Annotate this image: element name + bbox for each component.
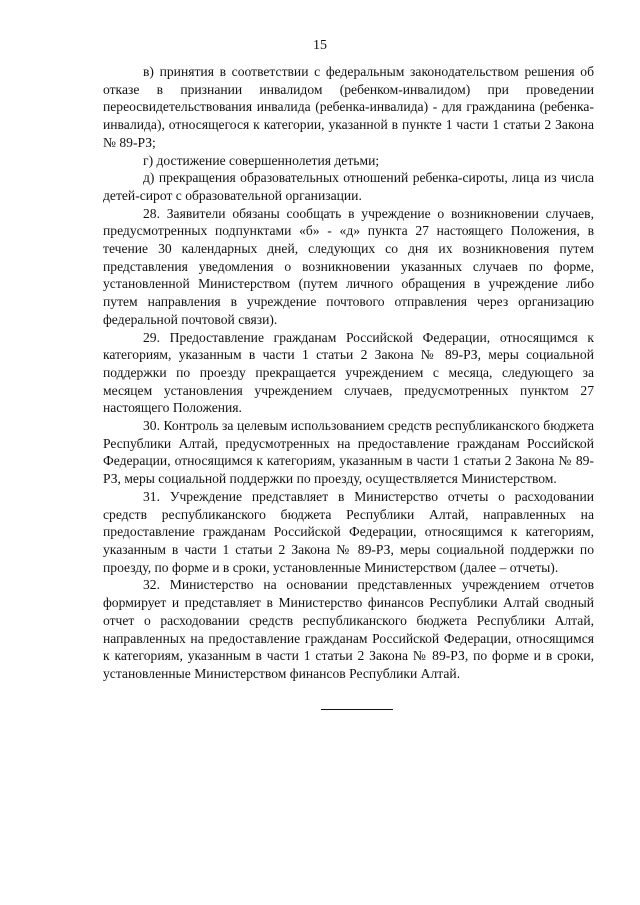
paragraph-subitem-d: д) прекращения образовательных отношений ребенка-сироты, лица из числа детей-сирот с образовательной организации. xyxy=(103,170,594,203)
page-number: 15 xyxy=(313,38,327,53)
paragraph-28: 28. Заявители обязаны сообщать в учреждение о возникновении случаев, предусмотренных подпунктами «б» - «д» пункта 27 настоящего Положения, в течение 30 календарных дней, следующих со дня их возникновения путем представления уведомления о возникновении указанных случаев по форме, установленной Министерством (путем личного обращения в учреждение либо путем направления в учреждение почтового отправления через организацию федеральной почтовой связи). xyxy=(103,205,594,327)
paragraph-32: 32. Министерство на основании представленных учреждением отчетов формирует и представляет в Министерство финансов Республики Алтай сводный отчет о расходовании средств республиканского бюджета Республики Алтай, направленных на предоставление гражданам Российской Федерации, относящимся к категориям, указанным в части 1 статьи 2 Закона № 89-РЗ, по форме и в сроки, установленные Министерством финансов Республики Алтай. xyxy=(103,577,594,681)
paragraph-30: 30. Контроль за целевым использованием средств республиканского бюджета Республики Алтай, предусмотренных на предоставление гражданам Российской Федерации, относящимся к категориям, указанным в части 1 статьи 2 Закона № 89-РЗ, меры социальной поддержки по проезду, осуществляется Министерством. xyxy=(103,418,594,487)
paragraph-subitem-v: в) принятия в соответствии с федеральным законодательством решения об отказе в признании инвалидом (ребенком-инвалидом) при проведении переосвидетельствования инвалида (ребенка-инвалида) - для гражданина (ребенка-инвалида), относящегося к категории, указанной в пункте 1 части 1 статьи 2 Закона № 89-РЗ; xyxy=(103,64,594,150)
document-body xyxy=(103,63,594,710)
end-of-text-rule xyxy=(321,709,393,710)
paragraph-subitem-g: г) достижение совершеннолетия детьми; xyxy=(143,152,380,168)
paragraph-29: 29. Предоставление гражданам Российской Федерации, относящимся к категориям, указанным в части 1 статьи 2 Закона № 89-РЗ, меры социальной поддержки по проезду прекращается учреждением с месяца, следующего за месяцем установления учреждением случаев, предусмотренных пунктом 27 настоящего Положения. xyxy=(103,329,594,416)
paragraph-31: 31. Учреждение представляет в Министерство отчеты о расходовании средств республиканского бюджета Республики Алтай, направленных на предоставление гражданам Российской Федерации, относящимся к категориям, указанным в части 1 статьи 2 Закона № 89-РЗ, меры социальной поддержки по проезду, по форме и в сроки, установленные Министерством (далее – отчеты). xyxy=(103,488,594,575)
